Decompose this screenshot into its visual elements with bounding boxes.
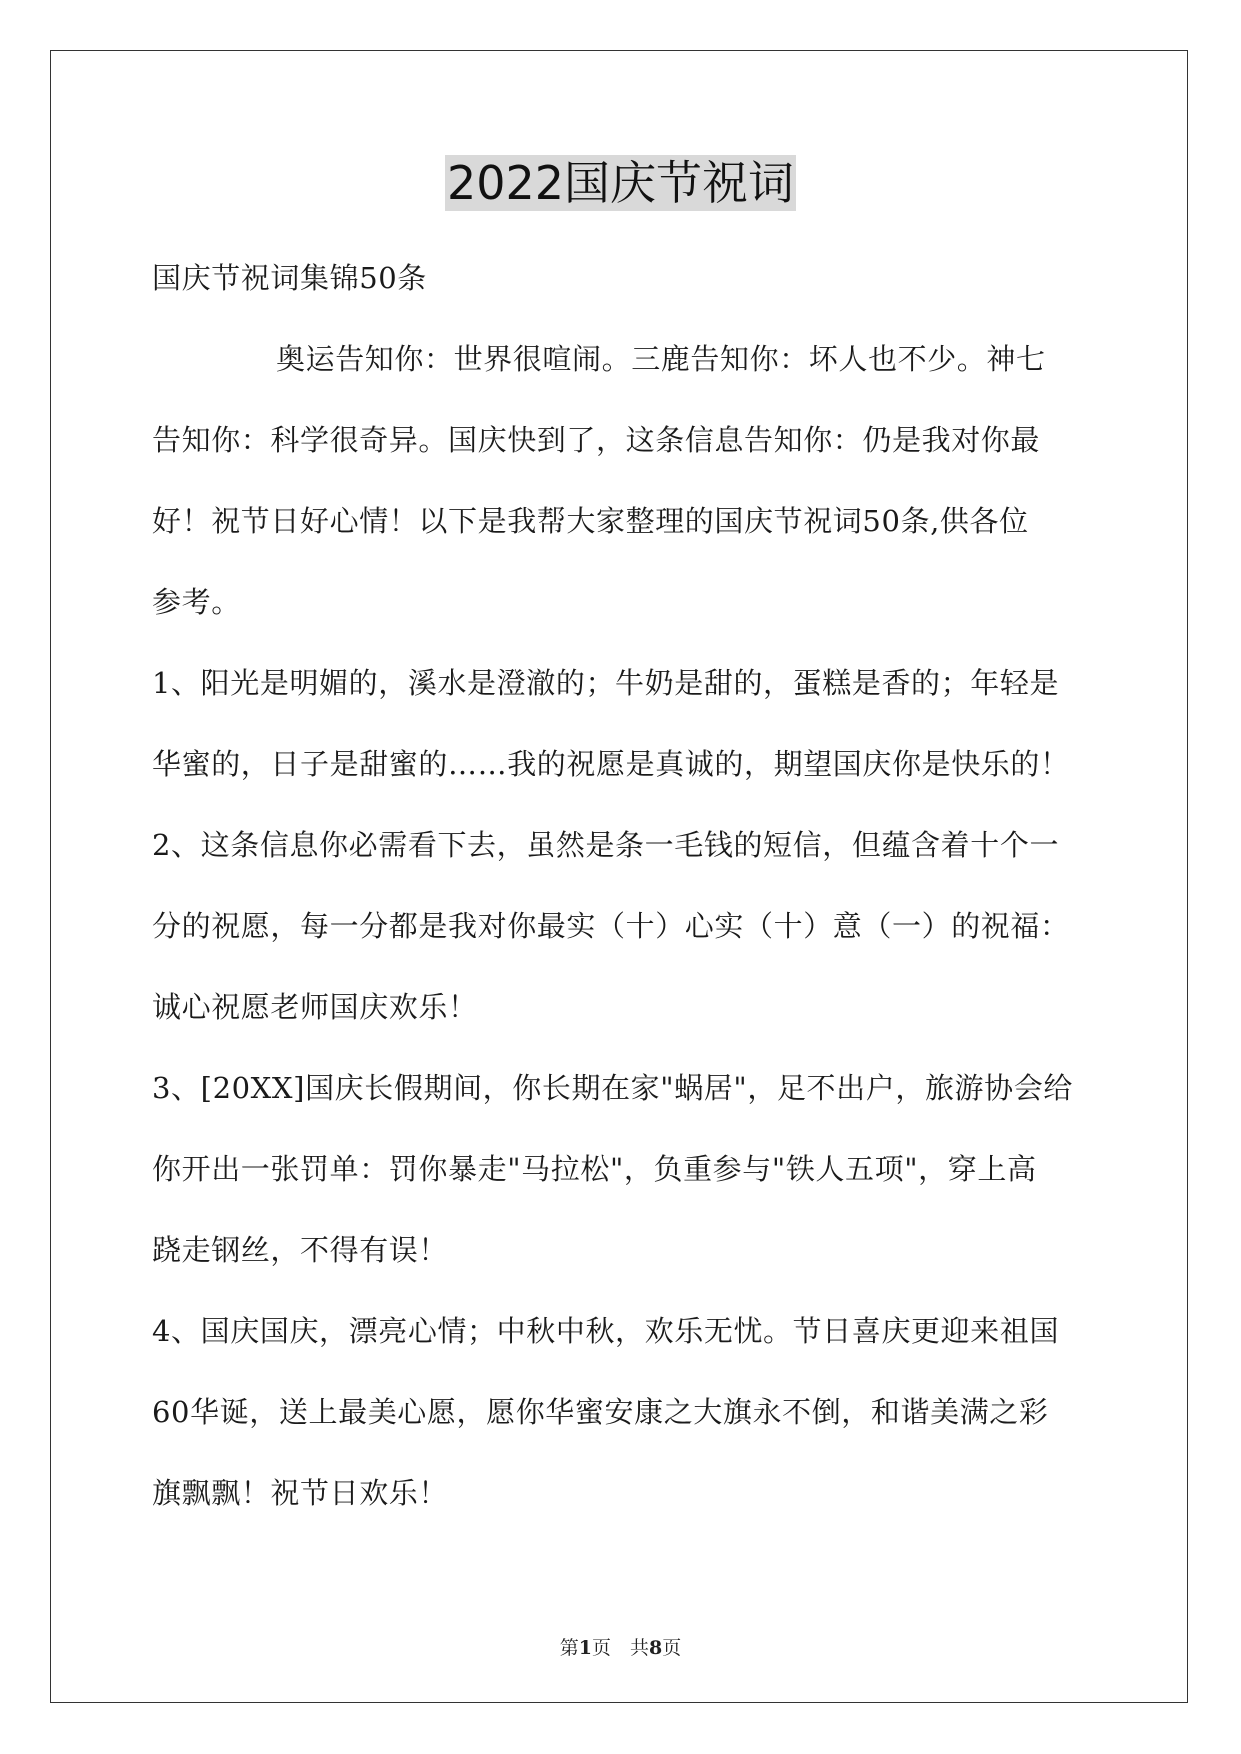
paragraph-line: 60华诞，送上最美心愿，愿你华蜜安康之大旗永不倒，和谐美满之彩 bbox=[152, 1395, 1049, 1429]
paragraph-line: 旗飘飘！祝节日欢乐！ bbox=[152, 1476, 449, 1510]
paragraph-line: 分的祝愿，每一分都是我对你最实（十）心实（十）意（一）的祝福： bbox=[152, 909, 1070, 943]
paragraph-line: 华蜜的，日子是甜蜜的……我的祝愿是真诚的，期望国庆你是快乐的！ bbox=[152, 747, 1070, 781]
paragraph-line: 诚心祝愿老师国庆欢乐！ bbox=[152, 990, 478, 1024]
page-current-number: 1 bbox=[578, 1637, 592, 1659]
document-subtitle: 国庆节祝词集锦50条 bbox=[152, 261, 427, 295]
paragraph-line: 你开出一张罚单：罚你暴走"马拉松"，负重参与"铁人五项"，穿上高 bbox=[152, 1152, 1037, 1186]
paragraph-line: 奥运告知你：世界很喧闹。三鹿告知你：坏人也不少。神七 bbox=[276, 342, 1046, 376]
paragraph-item-1 bbox=[152, 663, 1118, 785]
page-total-number: 8 bbox=[649, 1637, 663, 1659]
paragraph-line: 1、阳光是明媚的，溪水是澄澈的；牛奶是甜的，蛋糕是香的；年轻是 bbox=[152, 666, 1060, 700]
paragraph-line: 参考。 bbox=[152, 585, 241, 619]
paragraph-item-2 bbox=[152, 825, 1118, 1028]
title-container bbox=[0, 155, 1241, 211]
page-footer bbox=[0, 1636, 1241, 1660]
page-mid-text: 页 共 bbox=[591, 1637, 649, 1659]
paragraph-line: 4、国庆国庆，漂亮心情；中秋中秋，欢乐无忧。节日喜庆更迎来祖国 bbox=[152, 1314, 1060, 1348]
document-body bbox=[152, 258, 1118, 1554]
paragraph-line: 好！祝节日好心情！以下是我帮大家整理的国庆节祝词50条,供各位 bbox=[152, 504, 1029, 538]
paragraph-item-3 bbox=[152, 1068, 1118, 1271]
page-suffix: 页 bbox=[662, 1637, 682, 1659]
paragraph-line: 3、[20XX]国庆长假期间，你长期在家"蜗居"，足不出户，旅游协会给 bbox=[152, 1071, 1073, 1105]
page-prefix: 第 bbox=[559, 1637, 579, 1659]
paragraph-intro bbox=[152, 339, 1118, 623]
paragraph-line: 告知你：科学很奇异。国庆快到了，这条信息告知你：仍是我对你最 bbox=[152, 423, 1041, 457]
document-title: 2022国庆节祝词 bbox=[446, 156, 795, 210]
paragraph-item-4 bbox=[152, 1311, 1118, 1514]
paragraph-line: 跷走钢丝，不得有误！ bbox=[152, 1233, 449, 1267]
paragraph-line: 2、这条信息你必需看下去，虽然是条一毛钱的短信，但蕴含着十个一 bbox=[152, 828, 1060, 862]
